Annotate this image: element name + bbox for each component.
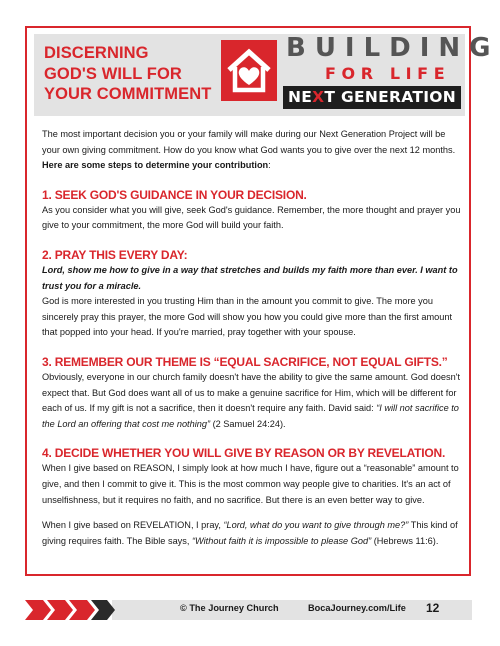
chevron-arrows-icon (25, 597, 115, 623)
section-1-heading: 1. SEEK GOD'S GUIDANCE IN YOUR DECISION. (42, 187, 307, 202)
section-4-body-2a: When I give based on REVELATION, I pray, (42, 520, 224, 531)
section-3-heading: 3. REMEMBER OUR THEME IS “EQUAL SACRIFICE, NOT EQUAL GIFTS.” (42, 354, 448, 369)
section-2-heading: 2. PRAY THIS EVERY DAY: (42, 247, 188, 262)
section-3-body: Obviously, everyone in our church family doesn't have the ability to give the same amount. God doesn't expect that. But God does want all of us to make a genuine sacrifice for Him, which will be different for each of us. If my gift is not a sacrifice, then it doesn't require any faith. David said: (42, 371, 461, 414)
footer-copyright: © The Journey Church (180, 603, 279, 613)
title-line-2: GOD'S WILL FOR (44, 64, 182, 83)
section-4-body-2c: (Hebrews 11:6). (371, 535, 439, 546)
page-title (44, 43, 224, 105)
section-4-body-2b: This kind of giving requires faith. The Bible says, (42, 520, 458, 546)
section-4-quote-1: “Lord, what do you want to give through me?” (223, 520, 409, 531)
footer-bar (112, 600, 472, 620)
wordmark-x: X (312, 88, 325, 106)
section-4-heading: 4. DECIDE WHETHER YOU WILL GIVE BY REASON OR BY REVELATION. (42, 446, 446, 461)
footer-url[interactable]: BocaJourney.com/Life (308, 603, 406, 613)
section-4 (42, 446, 462, 549)
intro-text: The most important decision you or your family will make during our Next Generation Project will be your own giving commitment. How do you know what God wants you to give over the next 12 months. (42, 129, 456, 155)
section-3-ref: (2 Samuel 24:24). (210, 418, 286, 429)
section-2-body: God is more interested in you trusting Him than in the amount you commit to give. The more you sincerely pray this prayer, the more God will show you how you could give more than the first amount that popped into your head. If you're married, pray together with your spouse. (42, 296, 453, 338)
page-number: 12 (426, 601, 440, 615)
wordmark-building: BUILDING (286, 33, 500, 63)
section-3-quote: “I will not sacrifice to the Lord an offering that cost me nothing” (42, 403, 459, 429)
wordmark-for-life: FOR LIFE (325, 64, 451, 83)
title-line-1: DISCERNING (44, 44, 149, 62)
section-4-body-1: When I give based on REASON, I simply look at how much I have, figure out a “reasonable” amount to give, and then I commit to give it. This is the most common way people give to charities. It's an act of unselfishness, but it requires no faith, and no sacrifice. But there is an even better way to give. (42, 463, 459, 505)
section-4-body-2 (42, 518, 462, 549)
wordmark-ne: NE (287, 88, 313, 106)
section-2 (42, 248, 462, 341)
section-4-quote-2: “Without faith it is impossible to please God” (191, 535, 372, 546)
section-2-prayer: Lord, show me how to give in a way that stretches and builds my faith more than ever. I want to trust you for a miracle. (42, 264, 458, 291)
wordmark-t-generation: T GENERATION (324, 88, 457, 106)
section-1-body: As you consider what you will give, seek God's guidance. Remember, the more thought and prayer you give to your commitment, the more God will build your faith. (42, 204, 461, 231)
intro-paragraph (42, 127, 462, 174)
intro-bold: Here are some steps to determine your contribution (42, 160, 269, 171)
intro-colon: : (268, 160, 271, 171)
house-heart-logo-icon (221, 40, 277, 101)
section-1 (42, 188, 462, 234)
section-3 (42, 355, 462, 432)
main-content (42, 127, 462, 563)
wordmark-next-generation (283, 86, 461, 109)
section-3-body-paragraph (42, 370, 462, 432)
title-line-3: YOUR COMMITMENT (44, 85, 212, 103)
